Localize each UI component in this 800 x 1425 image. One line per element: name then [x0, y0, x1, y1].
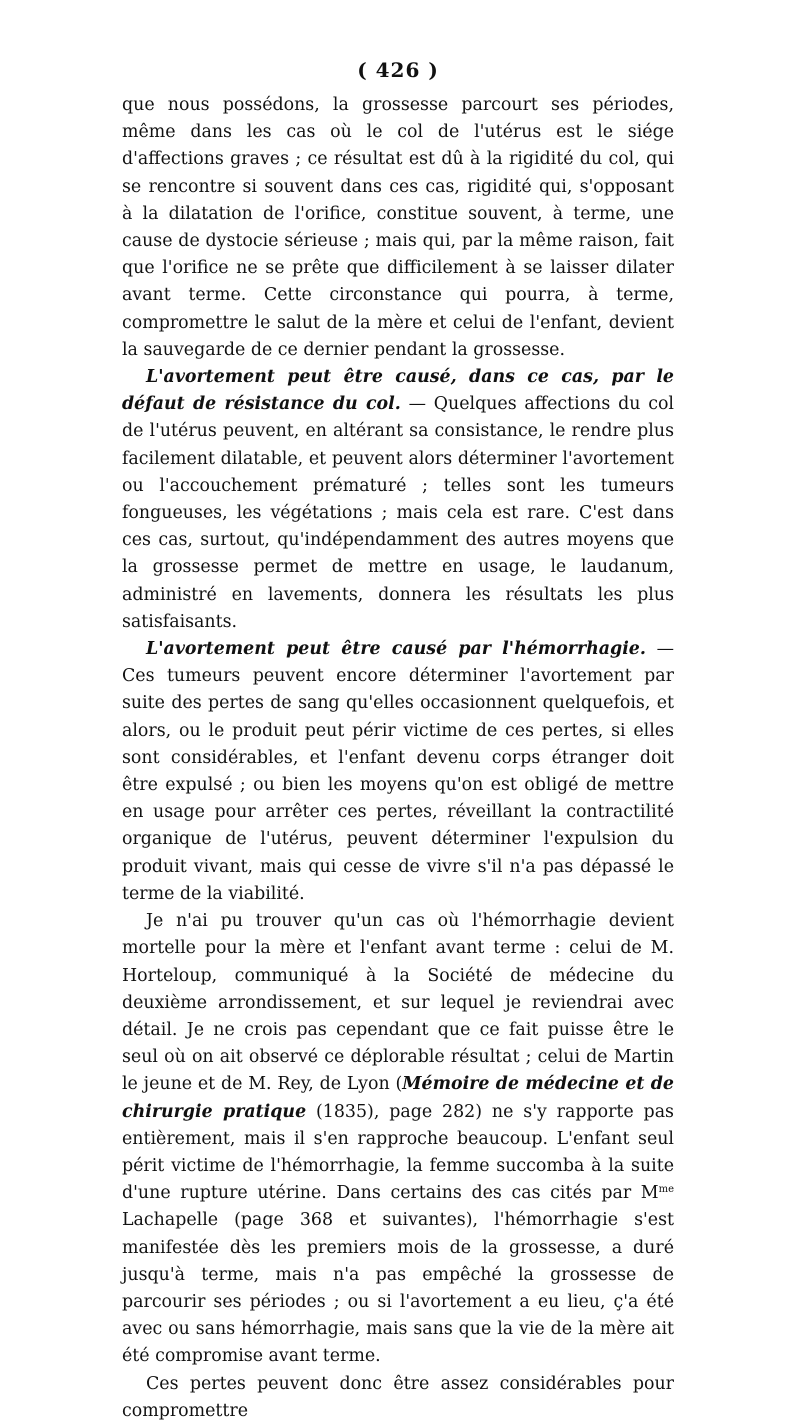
paragraph-5: Ces pertes peuvent donc être assez considérables pour compromettre	[122, 1373, 674, 1421]
paragraph-1: que nous possédons, la grossesse parcourt ses périodes, même dans les cas où le col de l'utérus est le siége d'affections graves ; ce résultat est dû à la rigidité du col, qui se rencontre si souvent dans ces cas, rigidité qui, s'opposant à la dilatation de l'orifice, constitue souvent, à terme, une cause de dystocie sérieuse ; mais qui, par la même raison, fait que l'orifice ne se prête que difficilement à se laisser dilater avant terme. Cette circonstance qui pourra, à terme, compromettre le salut de la mère et celui de l'enfant, devient la sauvegarde de ce dernier pendant la grossesse.	[122, 95, 674, 360]
body-text	[122, 92, 674, 1425]
paragraph-4-part-b: (1835), page 282) ne s'y rapporte pas entièrement, mais il s'en rapproche beaucoup. L'enfant seul périt victime de l'hémorrhagie, la femme succomba à la suite d'une rupture utérine. Dans certains des cas cités par M	[122, 1101, 674, 1204]
page-number: ( 426 )	[357, 58, 439, 82]
paragraph-4-part-c: Lachapelle (page 368 et suivantes), l'hémorrhagie s'est manifestée dès les premiers mois de la grossesse, a duré jusqu'à terme, mais n'a pas empêché la grossesse de parcourir ses périodes ; ou si l'avortement a eu lieu, ç'a été avec ou sans hémorrhagie, mais sans que la vie de la mère ait été compromise avant terme.	[122, 1210, 674, 1367]
paragraph-4-superscript: me	[658, 1184, 674, 1196]
paragraph-2-heading: L'avortement peut être causé, dans ce cas, par le défaut de résistance du col.	[122, 367, 674, 415]
paragraph-3-heading: L'avortement peut être causé par l'hémorrhagie.	[146, 639, 646, 660]
paragraph-4	[122, 908, 674, 1370]
paragraph-4-citation: Mémoire de médecine et de chirurgie pratique	[122, 1074, 674, 1122]
paragraph-3	[122, 636, 674, 908]
paragraph-3-body: — Ces tumeurs peuvent encore déterminer l'avortement par suite des pertes de sang qu'elles occasionnent quelquefois, et alors, ou le produit peut périr victime de ces pertes, si elles sont considérables, et l'enfant devenu corps étranger doit être expulsé ; ou bien les moyens qu'on est obligé de mettre en usage pour arrêter ces pertes, réveillant la contractilité organique de l'utérus, peuvent déterminer l'expulsion du produit vivant, mais qui cesse de vivre s'il n'a pas dépassé le terme de la viabilité.	[122, 639, 674, 904]
paragraph-4-part-a: Je n'ai pu trouver qu'un cas où l'hémorrhagie devient mortelle pour la mère et l'enfant avant terme : celui de M. Horteloup, communiqué à la Société de médecine du deuxième arrondissement, et sur lequel je reviendrai avec détail. Je ne crois pas cependant que ce fait puisse être le seul où on ait observé ce déplorable résultat ; celui de Martin le jeune et de M. Rey, de Lyon (	[122, 911, 674, 1095]
paragraph-2	[122, 364, 674, 636]
paragraph-2-body: — Quelques affections du col de l'utérus peuvent, en altérant sa consistance, le rendre plus facilement dilatable, et peuvent alors déterminer l'avortement ou l'accouchement prématuré ; telles sont les tumeurs fongueuses, les végétations ; mais cela est rare. C'est dans ces cas, surtout, qu'indépendamment des autres moyens que la grossesse permet de mettre en usage, le laudanum, administré en lavements, donnera les résultats les plus satisfaisants.	[122, 394, 674, 632]
